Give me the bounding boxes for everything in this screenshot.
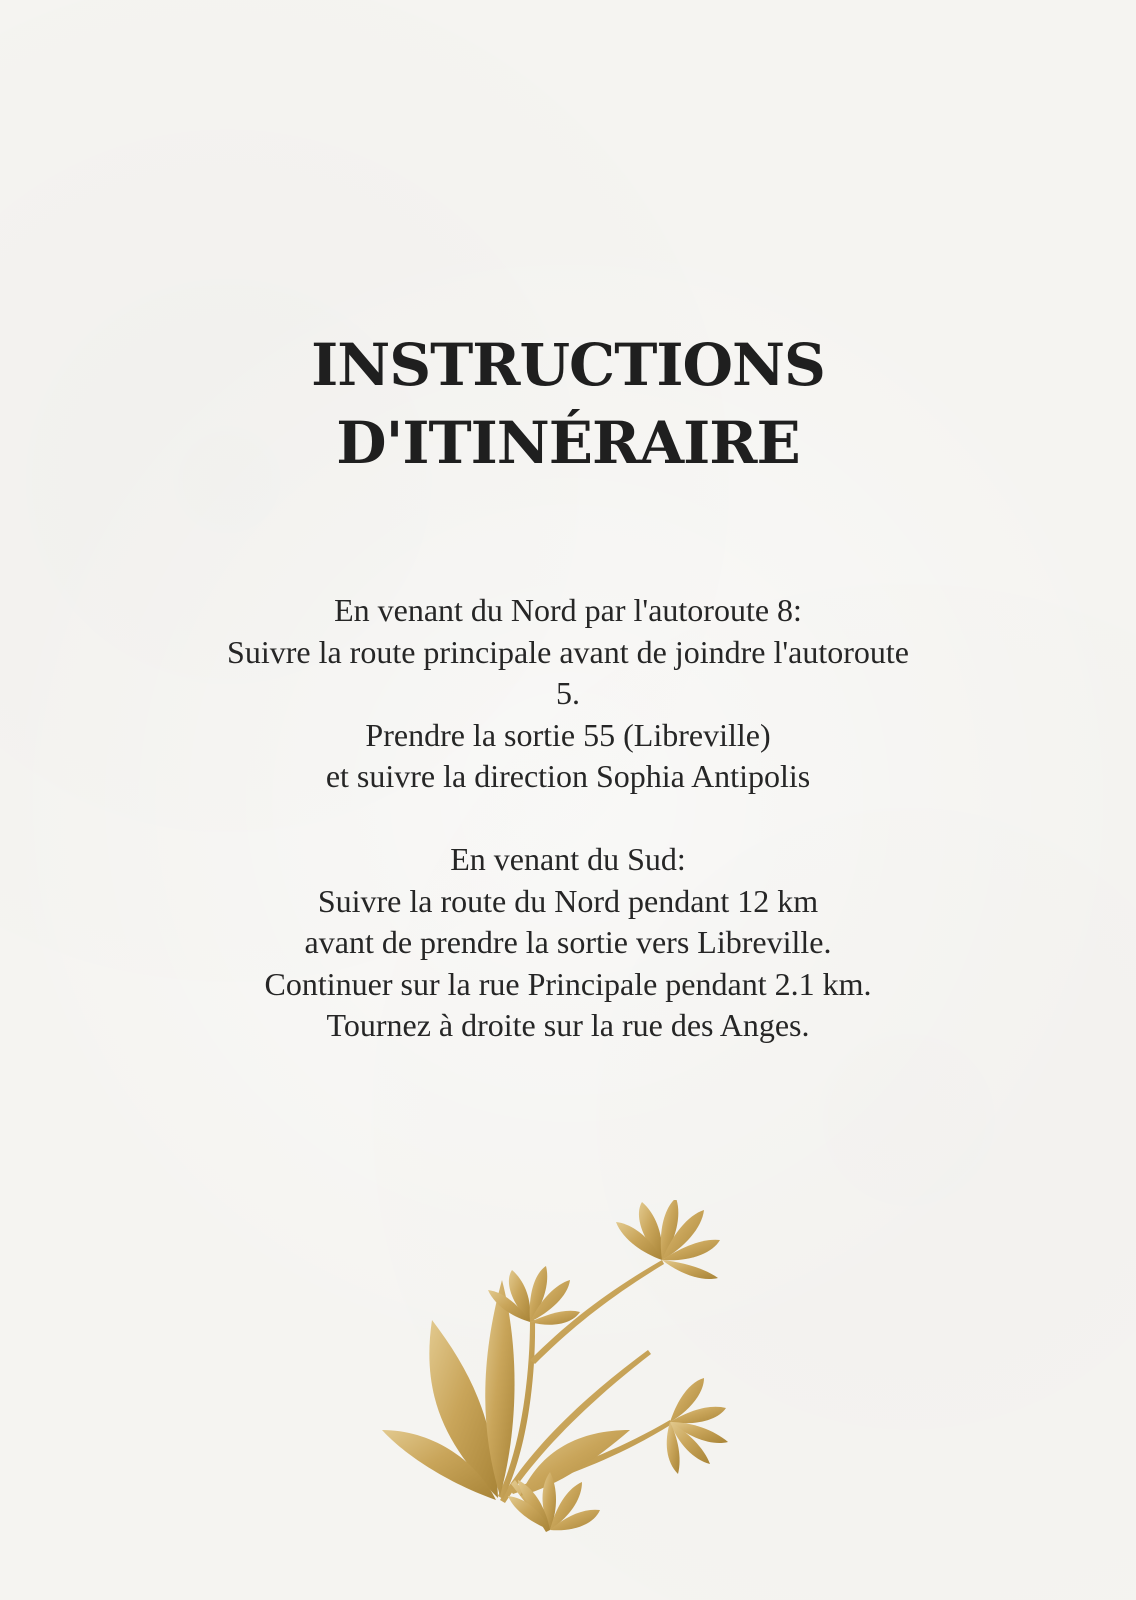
south-line-4: Tournez à droite sur la rue des Anges. <box>326 1007 810 1043</box>
south-heading: En venant du Sud: <box>450 841 686 877</box>
north-line-3: et suivre la direction Sophia Antipolis <box>325 758 811 794</box>
north-line-1: Suivre la route principale avant de joindre l'autoroute <box>227 633 909 670</box>
north-heading: En venant du Nord par l'autoroute 8: <box>334 592 802 628</box>
north-line-1b: 5. <box>556 675 580 711</box>
south-line-2: avant de prendre la sortie vers Libreville. <box>304 924 832 960</box>
title-line-1: INSTRUCTIONS <box>311 331 825 399</box>
gold-floral-sprig-icon <box>380 1200 760 1540</box>
page-title <box>0 326 1136 482</box>
directions-text <box>140 590 996 1047</box>
south-line-3: Continuer sur la rue Principale pendant 2.1 km. <box>264 965 872 1002</box>
south-line-1: Suivre la route du Nord pendant 12 km <box>317 882 819 919</box>
north-directions <box>140 590 996 798</box>
south-directions <box>140 839 996 1047</box>
title-line-2: D'ITINÉRAIRE <box>336 409 800 477</box>
north-line-2: Prendre la sortie 55 (Libreville) <box>365 716 771 753</box>
